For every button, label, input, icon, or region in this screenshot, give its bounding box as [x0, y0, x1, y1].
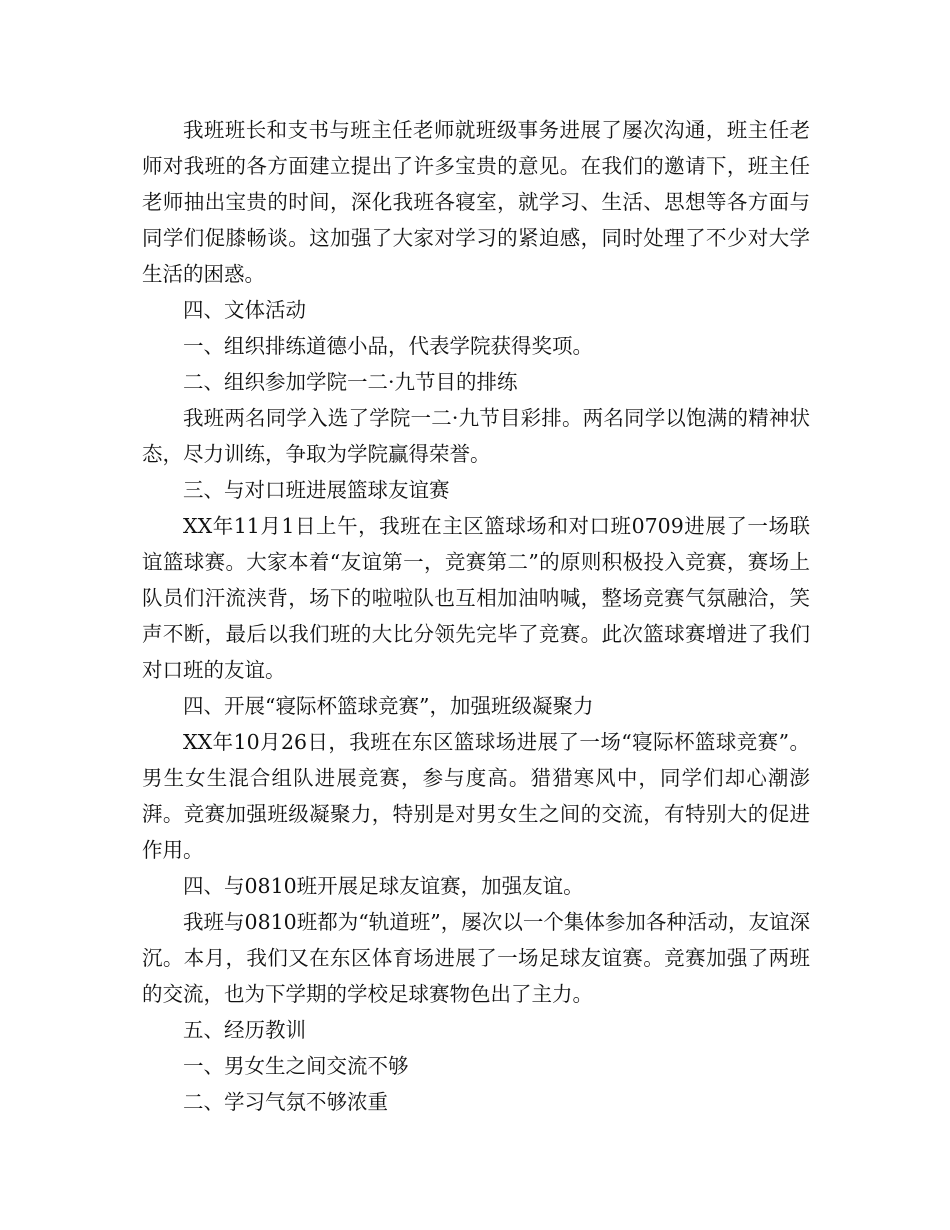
subheading-gender-communication: 一、男女生之间交流不够 [183, 1054, 409, 1078]
paragraph-rehearsal: 我班两名同学入选了学院一二·九节目彩排。两名同学以饱满的精神状态，尽力训练，争取为学院赢得荣誉。 [142, 406, 810, 466]
subheading-basketball-friendly: 三、与对口班进展篮球友谊赛 [183, 478, 450, 502]
subheading-moral-skit: 一、组织排练道德小品，代表学院获得奖项。 [183, 334, 593, 358]
paragraph-class-communication: 我班班长和支书与班主任老师就班级事务进展了屡次沟通，班主任老师对我班的各方面建立提出了许多宝贵的意见。在我们的邀请下，班主任老师抽出宝贵的时间，深化我班各寝室，就学习、生活、思想等各方面与同学们促膝畅谈。这加强了大家对学习的紧迫感，同时处理了不少对大学生活的困惑。 [142, 118, 810, 286]
paragraph-dorm-cup: XX年10月26日，我班在东区篮球场进展了一场“寝际杯篮球竞赛”。男生女生混合组队进展竞赛，参与度高。猎猎寒风中，同学们却心潮澎湃。竞赛加强班级凝聚力，特别是对男女生之间的交流，有特别大的促进作用。 [142, 730, 810, 862]
document-body [142, 112, 810, 1120]
section-heading-sports-activities: 四、文体活动 [183, 298, 306, 322]
section-heading-lessons: 五、经历教训 [183, 1018, 306, 1042]
paragraph-basketball-friendly: XX年11月1日上午，我班在主区篮球场和对口班0709进展了一场联谊篮球赛。大家本着“友谊第一，竞赛第二”的原则积极投入竞赛，赛场上队员们汗流浃背，场下的啦啦队也互相加油呐喊，整场竞赛气氛融洽，笑声不断，最后以我们班的大比分领先完毕了竞赛。此次篮球赛增进了我们对口班的友谊。 [142, 514, 810, 682]
subheading-football-friendly: 四、与0810班开展足球友谊赛，加强友谊。 [183, 874, 584, 898]
subheading-study-atmosphere: 二、学习气氛不够浓重 [183, 1090, 388, 1114]
subheading-december-ninth-rehearsal: 二、组织参加学院一二·九节目的排练 [183, 370, 518, 394]
paragraph-football-friendly: 我班与0810班都为“轨道班”，屡次以一个集体参加各种活动，友谊深沉。本月，我们又在东区体育场进展了一场足球友谊赛。竞赛加强了两班的交流，也为下学期的学校足球赛物色出了主力。 [142, 910, 810, 1006]
subheading-dorm-cup: 四、开展“寝际杯篮球竞赛”，加强班级凝聚力 [183, 694, 594, 718]
